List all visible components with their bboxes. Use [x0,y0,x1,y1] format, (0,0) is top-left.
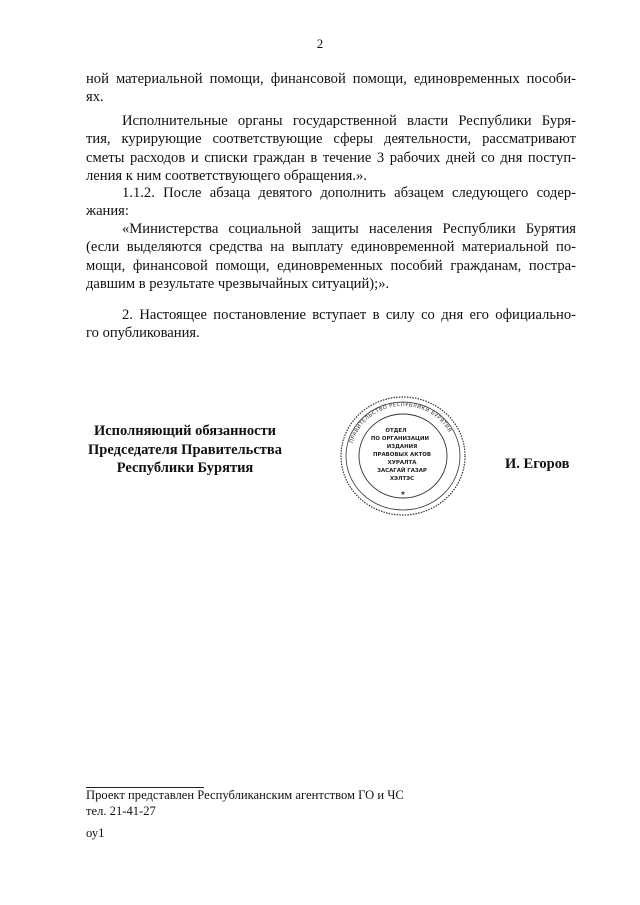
seal-star-icon: ★ [400,491,406,497]
text-line: ях. [86,89,104,106]
footer-project-note: Проект представлен Республиканским агентством ГО и ЧС [86,788,404,802]
text-line: сметы расходов и списки граждан в течение 3 рабочих дней со дня поступ- [86,149,576,166]
footer-code: оу1 [86,826,105,840]
footer-phone: тел. 21-41-27 [86,804,156,818]
text-line: (если выделяются средства на выплату единовременной материальной по- [86,239,576,256]
paragraph-effective-date [86,306,576,343]
text-line: мощи, финансовой помощи, единовременных пособий гражданам, постра- [86,257,576,274]
signatory-name: И. Егоров [505,456,570,472]
seal-text-line: ХЭЛТЭС [389,476,415,482]
seal-text-line: ИЗДАНИЯ [386,444,418,450]
seal-text-line: ХУРАЛТА [387,460,417,466]
text-line: ления к ним соответствующего обращения.». [86,167,367,184]
seal-text-line: ПО ОРГАНИЗАЦИИ [370,436,430,442]
seal-outer-text: ПРАВИТЕЛЬСТВО РЕСПУБЛИКИ БУРЯТИЯ [348,401,453,444]
paragraph-executive-bodies [86,112,576,185]
paragraph-amendment-1-1-2 [86,184,576,221]
signatory-position-line: Республики Бурятия [116,460,254,476]
paragraph-continuation [86,70,576,107]
page-number: 2 [316,36,324,51]
text-line: ной материальной помощи, финансовой помощи, единовременных пособи- [86,71,576,87]
signatory-position [80,422,290,478]
text-line: Исполнительные органы государственной власти Республики Буря- [122,113,576,129]
text-line: жания: [86,203,129,220]
seal-text-line: ЗАСАГАЙ ГАЗАР [377,468,427,474]
seal-text-line: ОТДЕЛ [385,428,407,434]
official-seal [338,394,468,518]
text-line: тия, курирующие соответствующие сферы деятельности, рассматривают [86,131,576,148]
paragraph-quoted-addition [86,220,576,293]
seal-text-line: ПРАВОВЫХ АКТОВ [373,452,431,458]
text-line: «Министерства социальной защиты населения Республики Бурятия [122,221,576,237]
text-line: го опубликования. [86,325,200,342]
text-line: 1.1.2. После абзаца девятого дополнить абзацем следующего содер- [122,185,576,201]
text-line: давшим в результате чрезвычайных ситуаций);». [86,275,390,292]
signatory-position-line: Председателя Правительства [88,441,282,458]
text-line: 2. Настоящее постановление вступает в силу со дня его официально- [122,307,576,323]
signatory-position-line: Исполняющий обязанности [93,423,277,439]
